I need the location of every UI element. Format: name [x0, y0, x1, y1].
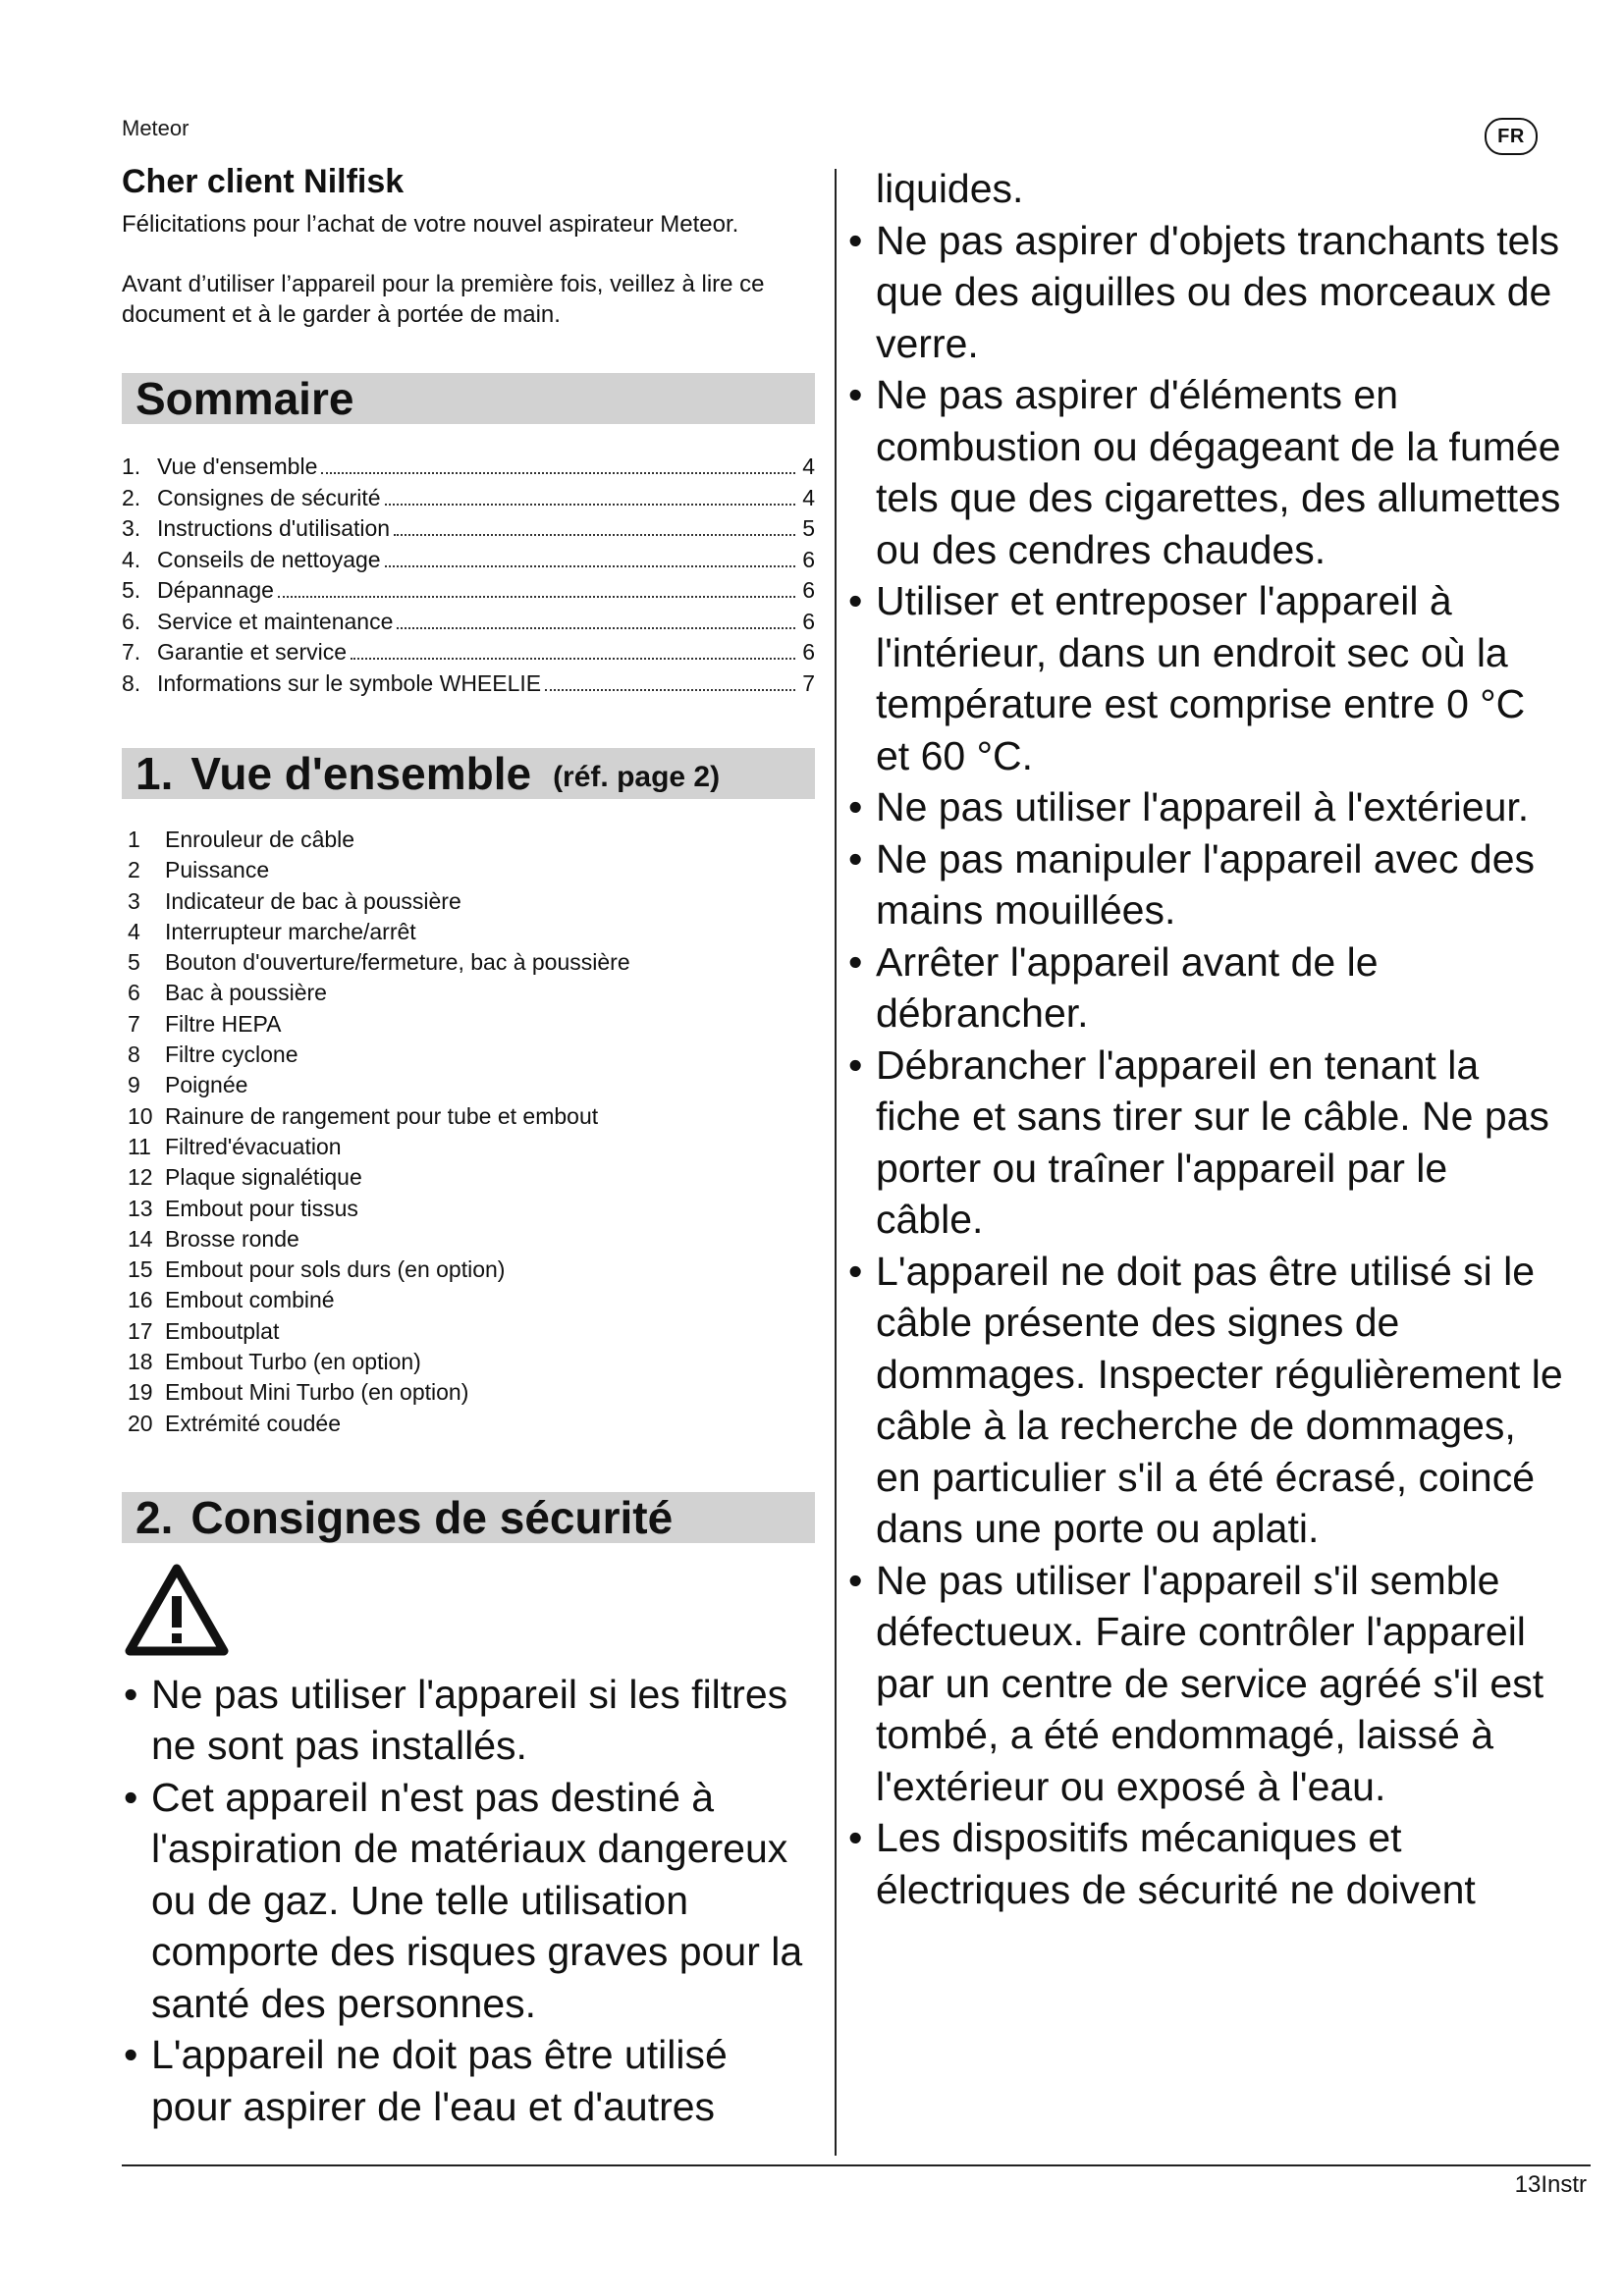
toc-leader-dots	[545, 689, 795, 691]
toc-item-page: 7	[802, 669, 815, 696]
overview-item	[128, 1134, 815, 1164]
overview-item-number: 14	[128, 1225, 153, 1252]
overview-item	[128, 1349, 815, 1379]
overview-item-label: Embout pour sols durs (en option)	[165, 1256, 506, 1283]
toc-item-number: 3.	[122, 515, 141, 541]
overview-item-number: 2	[128, 857, 140, 883]
toc-item-label: Service et maintenance	[157, 608, 394, 634]
overview-list	[122, 827, 815, 1441]
safety-bullet: • Ne pas utiliser l'appareil à l'extérieur.	[846, 781, 1563, 833]
overview-item	[128, 1164, 815, 1195]
toc-row	[122, 485, 815, 516]
overview-item-label: Indicateur de bac à poussière	[165, 887, 461, 914]
toc-item-page: 6	[802, 608, 815, 634]
overview-item-label: Bac à poussière	[165, 980, 327, 1006]
toc-item-label: Vue d'ensemble	[157, 454, 318, 479]
overview-item-label: Embout Turbo (en option)	[165, 1349, 421, 1375]
overview-page-ref: (réf. page 2)	[553, 761, 721, 793]
overview-item-number: 13	[128, 1195, 153, 1221]
overview-item-label: Plaque signalétique	[165, 1164, 362, 1191]
toc-row	[122, 670, 815, 702]
header-brand: Meteor	[122, 116, 189, 140]
footer-rule	[122, 2164, 1591, 2166]
toc-item-page: 5	[802, 515, 815, 541]
toc-heading	[122, 373, 815, 424]
overview-title: Vue d'ensemble	[190, 748, 532, 799]
safety-bullet: • Ne pas manipuler l'appareil avec des mains mouillées.	[846, 833, 1563, 936]
toc-item-number: 1.	[122, 454, 141, 479]
overview-item-number: 16	[128, 1287, 153, 1313]
overview-item-number: 11	[128, 1133, 151, 1159]
safety-bullets-right	[846, 215, 1563, 1916]
overview-item	[128, 1196, 815, 1226]
safety-title: Consignes de sécurité	[190, 1491, 674, 1543]
safety-bullet: • Ne pas utiliser l'appareil si les filtres ne sont pas installés.	[122, 1669, 815, 1772]
overview-item-label: Extrémité coudée	[165, 1410, 341, 1436]
toc-row	[122, 515, 815, 547]
toc-item-label: Informations sur le symbole WHEELIE	[157, 669, 542, 696]
overview-item	[128, 1256, 815, 1287]
safety-bullet: • Les dispositifs mécaniques et électriques de sécurité ne doivent	[846, 1812, 1563, 1915]
overview-item-label: Filtred'évacuation	[165, 1133, 342, 1159]
toc-leader-dots	[321, 472, 795, 474]
greeting-title: Cher client Nilfisk	[122, 163, 405, 200]
footer-page-number: 13Instr	[1514, 2171, 1587, 2198]
overview-item	[128, 919, 815, 949]
toc-item-page: 6	[802, 577, 815, 603]
overview-item-label: Embout pour tissus	[165, 1195, 358, 1221]
toc-item-label: Dépannage	[157, 577, 274, 603]
overview-item	[128, 1103, 815, 1134]
overview-item-label: Filtre cyclone	[165, 1041, 298, 1068]
intro-paragraph-1: Félicitations pour l’achat de votre nouvel aspirateur Meteor.	[122, 211, 739, 238]
safety-bullet: • Utiliser et entreposer l'appareil à l'intérieur, dans un endroit sec où la température est comprise entre 0 °C et 60 °C.	[846, 575, 1563, 781]
safety-bullet: • L'appareil ne doit pas être utilisé si le câble présente des signes de dommages. Inspecter régulièrement le câble à la recherche de dommages, en particulier s'il a été écrasé, coincé dans une porte ou aplati.	[846, 1246, 1563, 1555]
overview-item-label: Poignée	[165, 1072, 248, 1098]
toc-item-label: Instructions d'utilisation	[157, 515, 391, 541]
toc-item-number: 8.	[122, 669, 141, 696]
toc-row	[122, 547, 815, 578]
toc-item-number: 5.	[122, 577, 141, 603]
overview-item	[128, 949, 815, 980]
toc-item-page: 4	[802, 454, 815, 479]
language-badge: FR	[1485, 118, 1538, 155]
intro-paragraph-2: Avant d’utiliser l’appareil pour la première fois, veillez à lire ce document et à le garder à portée de main.	[122, 271, 765, 328]
overview-item	[128, 1318, 815, 1349]
right-column	[846, 163, 1563, 1915]
overview-item	[128, 1411, 815, 1441]
overview-item	[128, 1379, 815, 1410]
safety-bullet: • Arrêter l'appareil avant de le débrancher.	[846, 936, 1563, 1040]
overview-item-number: 15	[128, 1256, 153, 1283]
safety-bullet: • L'appareil ne doit pas être utilisé pour aspirer de l'eau et d'autres	[122, 2029, 815, 2132]
toc-item-page: 6	[802, 639, 815, 665]
overview-item-number: 1	[128, 827, 140, 852]
overview-item-label: Puissance	[165, 857, 270, 883]
overview-item-label: Emboutplat	[165, 1317, 280, 1344]
safety-bullet: • Cet appareil n'est pas destiné à l'aspiration de matériaux dangereux ou de gaz. Une telle utilisation comporte des risques graves pour la santé des personnes.	[122, 1772, 815, 2030]
toc-item-page: 6	[802, 546, 815, 572]
safety-bullet: • Ne pas aspirer d'objets tranchants tels que des aiguilles ou des morceaux de verre.	[846, 215, 1563, 370]
overview-item-label: Bouton d'ouverture/fermeture, bac à poussière	[165, 949, 630, 976]
overview-item-label: Embout combiné	[165, 1287, 335, 1313]
overview-item-number: 18	[128, 1349, 153, 1375]
overview-item-number: 5	[128, 949, 140, 976]
toc-row	[122, 639, 815, 670]
overview-item	[128, 980, 815, 1010]
toc-list	[122, 454, 815, 701]
toc-item-label: Consignes de sécurité	[157, 484, 381, 510]
overview-item	[128, 1072, 815, 1102]
overview-item-number: 10	[128, 1102, 153, 1129]
overview-item-label: Brosse ronde	[165, 1225, 299, 1252]
overview-item-number: 6	[128, 980, 140, 1006]
toc-row	[122, 454, 815, 485]
column-divider	[835, 169, 837, 2156]
overview-item	[128, 1287, 815, 1317]
overview-heading	[122, 748, 815, 799]
overview-number: 1.	[135, 748, 174, 799]
toc-item-page: 4	[802, 484, 815, 510]
toc-title: Sommaire	[135, 373, 354, 424]
toc-leader-dots	[397, 627, 795, 629]
overview-item	[128, 857, 815, 887]
toc-item-number: 7.	[122, 639, 141, 665]
safety-number: 2.	[135, 1491, 174, 1543]
safety-bullet: • Débrancher l'appareil en tenant la fiche et sans tirer sur le câble. Ne pas porter ou traîner l'appareil par le câble.	[846, 1040, 1563, 1246]
toc-item-label: Conseils de nettoyage	[157, 546, 381, 572]
overview-item-number: 4	[128, 918, 140, 944]
overview-item-label: Embout Mini Turbo (en option)	[165, 1379, 469, 1406]
overview-item-label: Interrupteur marche/arrêt	[165, 918, 416, 944]
safety-heading	[122, 1492, 815, 1543]
toc-leader-dots	[394, 534, 795, 536]
safety-bullet: • Ne pas aspirer d'éléments en combustion ou dégageant de la fumée tels que des cigarettes, des allumettes ou des cendres chaudes.	[846, 369, 1563, 575]
overview-item-label: Filtre HEPA	[165, 1010, 282, 1037]
overview-item-number: 8	[128, 1041, 140, 1068]
toc-leader-dots	[351, 658, 795, 660]
overview-item-number: 12	[128, 1164, 153, 1191]
overview-item-label: Enrouleur de câble	[165, 827, 355, 852]
overview-item-number: 7	[128, 1010, 140, 1037]
safety-bullets-left	[122, 1669, 815, 2133]
overview-item	[128, 1011, 815, 1041]
toc-row	[122, 609, 815, 640]
overview-item	[128, 827, 815, 857]
toc-item-number: 2.	[122, 484, 141, 510]
overview-item-number: 20	[128, 1410, 153, 1436]
bullet-continuation: liquides.	[876, 166, 1024, 211]
safety-bullet: • Ne pas utiliser l'appareil s'il semble défectueux. Faire contrôler l'appareil par un centre de service agréé s'il est tombé, a été endommagé, laissé à l'extérieur ou exposé à l'eau.	[846, 1555, 1563, 1813]
toc-item-label: Garantie et service	[157, 639, 348, 665]
toc-leader-dots	[278, 596, 795, 598]
overview-item-number: 3	[128, 887, 140, 914]
overview-item-label: Rainure de rangement pour tube et embout	[165, 1102, 599, 1129]
overview-item	[128, 1041, 815, 1072]
overview-item	[128, 888, 815, 919]
left-column	[122, 163, 815, 2132]
toc-leader-dots	[385, 504, 795, 506]
toc-leader-dots	[385, 565, 795, 567]
overview-item-number: 17	[128, 1317, 153, 1344]
toc-item-number: 6.	[122, 608, 141, 634]
warning-triangle-icon	[122, 1561, 232, 1659]
overview-item-number: 9	[128, 1072, 140, 1098]
toc-item-number: 4.	[122, 546, 141, 572]
toc-row	[122, 577, 815, 609]
overview-item	[128, 1226, 815, 1256]
overview-item-number: 19	[128, 1379, 153, 1406]
